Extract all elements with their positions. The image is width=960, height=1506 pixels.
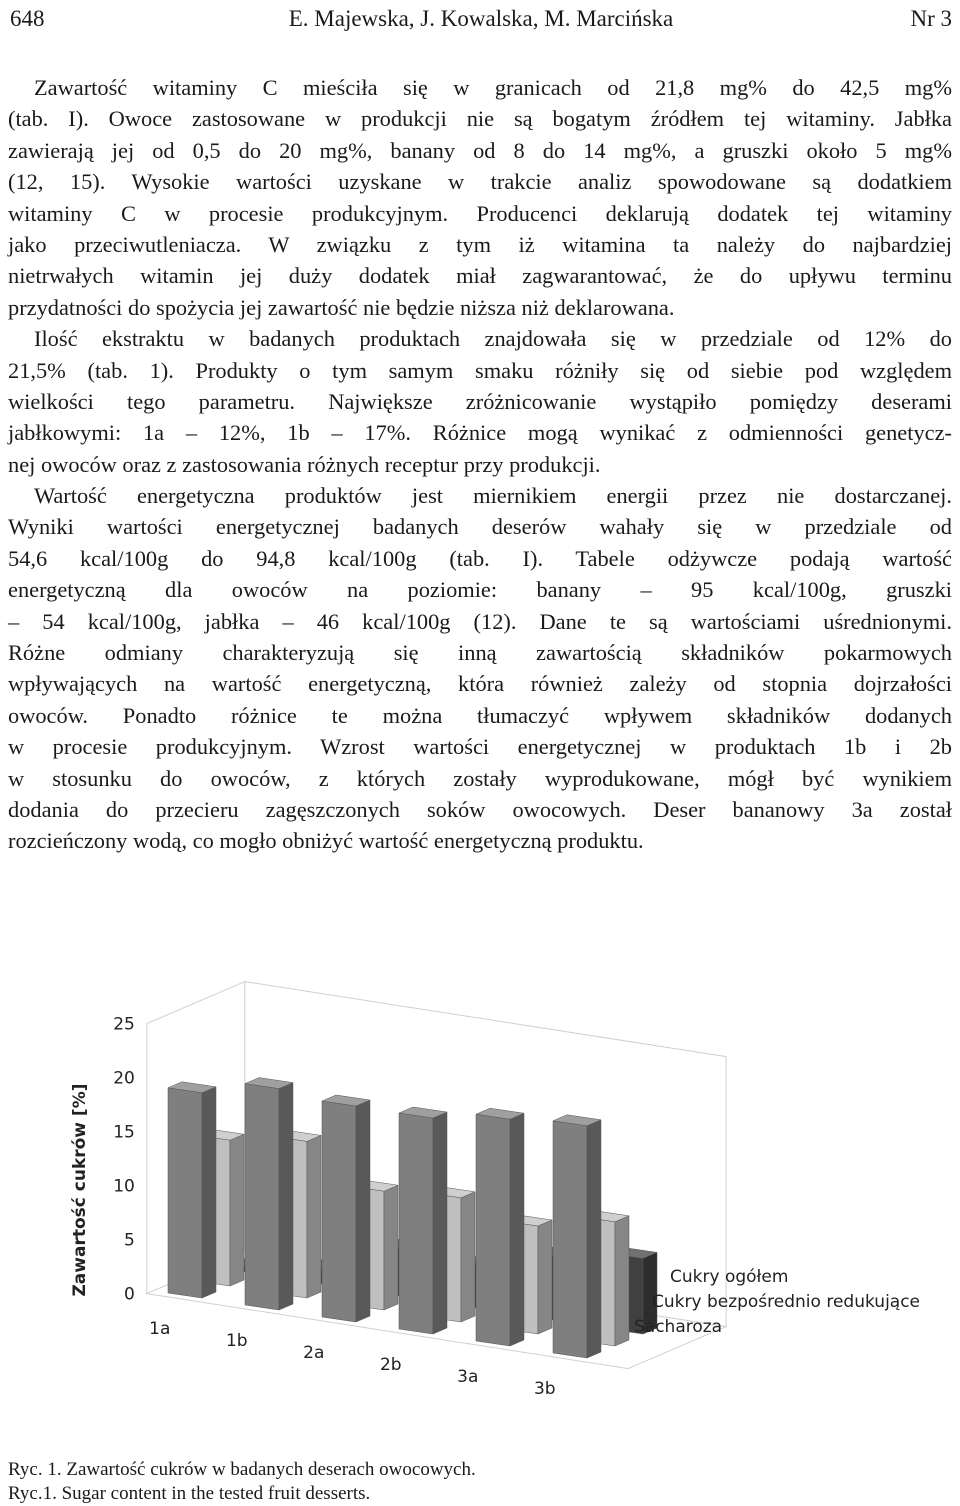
bar-front <box>322 1101 356 1322</box>
text-line: Wyniki wartości energetycznej badanych deserów wahały się w przedziale od <box>8 514 952 540</box>
text-line: witaminy C w procesie produkcyjnym. Producenci deklarują dodatek tej witaminy <box>8 200 952 226</box>
running-head <box>10 6 952 36</box>
x-tick-label: 1b <box>225 1330 248 1351</box>
bar-front <box>553 1121 587 1358</box>
body-text <box>8 72 952 857</box>
x-tick-label: 1a <box>149 1318 171 1339</box>
x-tick-label: 2a <box>303 1342 325 1363</box>
bar-side <box>279 1083 293 1310</box>
bar-side <box>356 1100 370 1322</box>
y-tick-label: 10 <box>113 1176 135 1197</box>
text-line: dodania do przecieru zagęszczonych soków owocowych. Deser bananowy 3a został <box>8 796 952 822</box>
running-head-authors: E. Majewska, J. Kowalska, M. Marcińska <box>288 6 674 31</box>
sugar-content-chart <box>60 975 960 1395</box>
y-tick-label: 25 <box>113 1014 135 1035</box>
bar-side <box>202 1087 216 1298</box>
bar-side <box>230 1134 244 1286</box>
text-line: wpływających na wartość energetyczną, która również zależy od stopnia dojrzałości <box>8 671 952 697</box>
y-axis-label: Zawartość cukrów [%] <box>70 1083 90 1297</box>
text-line: Różne odmiany charakteryzują się inną zawartością składników pokarmowych <box>8 640 952 666</box>
y-tick-label: 20 <box>113 1068 135 1089</box>
text-line: Zawartość witaminy C mieściła się w granicach od 21,8 mg% do 42,5 mg% <box>34 75 952 100</box>
x-tick-label: 3b <box>533 1378 556 1395</box>
bar-side <box>461 1192 475 1322</box>
text-line: energetyczną dla owoców na poziomie: banany – 95 kcal/100g, gruszki <box>8 577 952 603</box>
bar-side <box>433 1112 447 1334</box>
x-tick-label: 3a <box>457 1366 479 1387</box>
text-line: jabłkowymi: 1a – 12%, 1b – 17%. Różnice mogą wynikać z odmienności genetycz- <box>8 420 952 446</box>
text-line: 54,6 kcal/100g do 94,8 kcal/100g (tab. I). Tabele odżywcze podają wartość <box>8 545 952 571</box>
y-axis-ticks <box>113 1015 135 1305</box>
legend-entry: Cukry bezpośrednio redukujące <box>652 1292 921 1312</box>
bar-2a-s1 <box>322 1095 370 1322</box>
legend-entry: Sacharoza <box>634 1317 723 1337</box>
y-tick-label: 15 <box>113 1122 135 1143</box>
page-number: 648 <box>10 6 45 31</box>
text-line: przydatności do spożycia jej zawartość nie będzie niższa niż deklarowana. <box>8 294 675 320</box>
chart-svg <box>60 975 960 1395</box>
text-line: owoców. Ponadto różnice te można tłumaczyć wpływem składników dodanych <box>8 702 952 728</box>
caption-polish: Ryc. 1. Zawartość cukrów w badanych deserach owocowych. <box>8 1459 476 1480</box>
bar-1b-s1 <box>245 1078 293 1310</box>
text-line: 21,5% (tab. 1). Produkty o tym samym smaku różniły się od siebie pod względem <box>8 357 952 383</box>
bar-3b-s1 <box>553 1115 601 1358</box>
legend-entry: Cukry ogółem <box>670 1267 789 1287</box>
caption-english: Ryc.1. Sugar content in the tested fruit desserts. <box>8 1483 371 1504</box>
text-line: wielkości tego parametru. Największe zróżnicowanie wystąpiło pomiędzy deserami <box>8 388 952 414</box>
text-line: (12, 15). Wysokie wartości uzyskane w trakcie analiz spowodowane są dodatkiem <box>8 169 952 195</box>
bar-front <box>245 1084 279 1310</box>
bar-side <box>307 1135 321 1298</box>
bar-side <box>615 1216 629 1346</box>
bar-side <box>510 1113 524 1346</box>
text-line: w procesie produkcyjnym. Wzrost wartości energetycznej w produktach 1b i 2b <box>8 734 952 760</box>
bar-side <box>587 1120 601 1358</box>
text-line: w stosunku do owoców, z których zostały wyprodukowane, mógł być wynikiem <box>8 765 952 791</box>
text-line: – 54 kcal/100g, jabłka – 46 kcal/100g (12). Dane te są wartościami uśrednionymi. <box>8 608 952 634</box>
bar-side <box>538 1220 552 1334</box>
y-tick-label: 0 <box>124 1284 135 1305</box>
bar-front <box>399 1113 433 1334</box>
text-line: nej owoców oraz z zastosowania różnych receptur przy produkcji. <box>8 451 601 477</box>
chart-legend <box>634 1267 920 1337</box>
bar-side <box>384 1185 398 1310</box>
bar-front <box>168 1088 202 1298</box>
bar-2b-s1 <box>399 1107 447 1334</box>
figure-caption <box>8 1458 476 1506</box>
bar-3a-s1 <box>476 1108 524 1346</box>
text-line: jako przeciwutleniacza. W związku z tym iż witamina ta należy do najbardziej <box>8 231 952 257</box>
bar-1a-s1 <box>168 1082 216 1298</box>
y-tick-label: 5 <box>124 1230 135 1251</box>
text-line: (tab. I). Owoce zastosowane w produkcji nie są bogatym źródłem tej witaminy. Jabłka <box>8 106 952 132</box>
text-line: Wartość energetyczna produktów jest miernikiem energii przez nie dostarczanej. <box>34 483 952 509</box>
bar-front <box>476 1114 510 1346</box>
text-line: zawierają jej od 0,5 do 20 mg%, banany od 8 do 14 mg%, a gruszki około 5 mg% <box>8 137 952 163</box>
text-line: Ilość ekstraktu w badanych produktach znajdowała się w przedziale od 12% do <box>34 326 952 352</box>
x-tick-label: 2b <box>379 1354 402 1375</box>
issue-number: Nr 3 <box>910 6 952 31</box>
text-line: nietrwałych witamin jej duży dodatek miał zagwarantować, że do upływu terminu <box>8 263 952 289</box>
text-line: rozcieńczony wodą, co mogło obniżyć wartość energetyczną produktu. <box>8 828 644 854</box>
